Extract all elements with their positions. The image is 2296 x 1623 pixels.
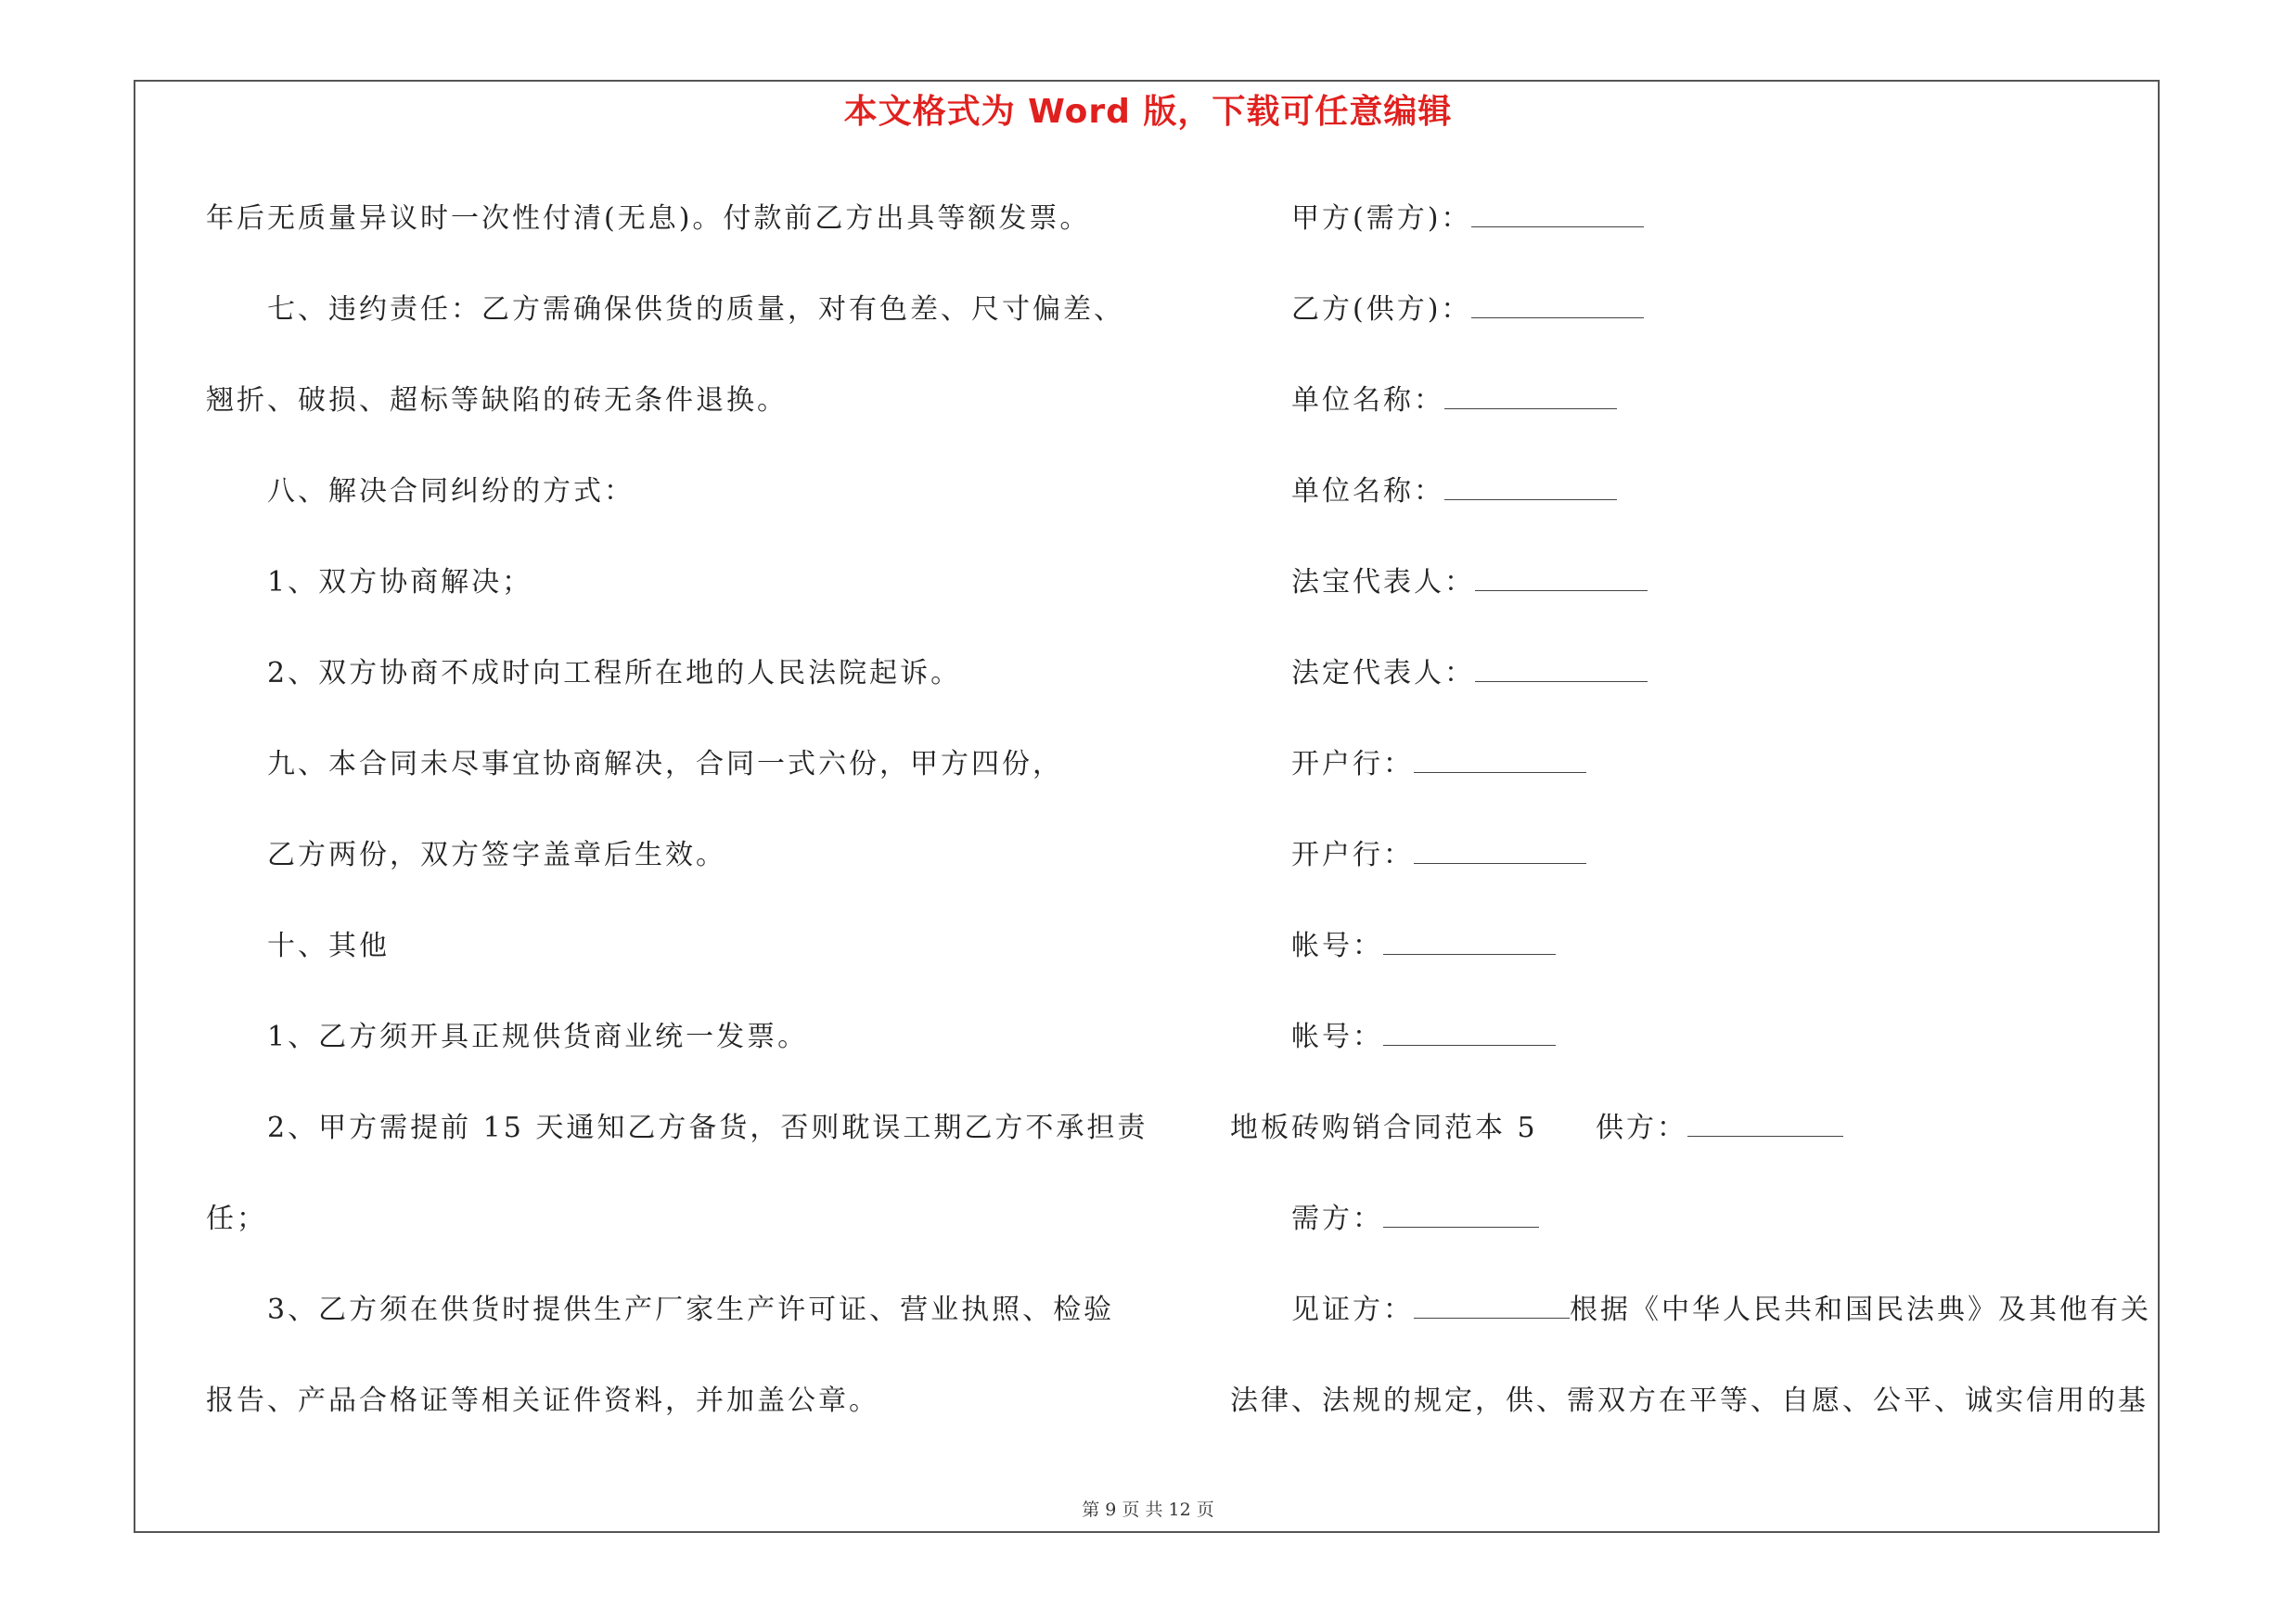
party-b-label: 乙方(供方)：	[1291, 293, 1472, 326]
legal-rep-label-2: 法定代表人：	[1291, 657, 1475, 689]
left-line-3: 八、解决合同纠纷的方式：	[267, 475, 635, 508]
unit-name-blank-1	[1444, 388, 1617, 409]
bank-label-1: 开户行：	[1291, 748, 1414, 780]
left-line-1: 七、违约责任：乙方需确保供货的质量，对有色差、尺寸偏差、	[267, 293, 1124, 326]
left-line-2: 翘折、破损、超标等缺陷的砖无条件退换。	[206, 384, 788, 417]
party-a-field	[1291, 195, 1644, 236]
bank-label-2: 开户行：	[1291, 839, 1414, 871]
witness-label: 见证方：	[1291, 1294, 1414, 1326]
party-a-blank	[1471, 206, 1644, 227]
account-field-2	[1291, 1013, 1556, 1054]
supplier-blank	[1687, 1115, 1843, 1137]
left-line-4: 1、双方协商解决；	[267, 566, 533, 599]
right-line-13: 法律、法规的规定，供、需双方在平等、自愿、公平、诚实信用的基	[1230, 1385, 2148, 1417]
left-line-13: 报告、产品合格证等相关证件资料，并加盖公章。	[206, 1385, 879, 1417]
account-blank-1	[1383, 934, 1556, 955]
left-line-6: 九、本合同未尽事宜协商解决，合同一式六份，甲方四份，	[267, 748, 1063, 780]
buyer-blank	[1383, 1206, 1539, 1228]
contract-title: 地板砖购销合同范本 5	[1230, 1112, 1538, 1144]
unit-name-label-1: 单位名称：	[1291, 384, 1444, 417]
unit-name-field-2	[1291, 468, 1617, 509]
left-line-0: 年后无质量异议时一次性付清(无息)。付款前乙方出具等额发票。	[206, 202, 1091, 235]
supplier-label: 供方：	[1596, 1112, 1687, 1144]
left-line-9: 1、乙方须开具正规供货商业统一发票。	[267, 1021, 809, 1053]
unit-name-label-2: 单位名称：	[1291, 475, 1444, 508]
left-line-11: 任；	[206, 1203, 267, 1235]
supplier-field	[1596, 1104, 1843, 1145]
left-line-12: 3、乙方须在供货时提供生产厂家生产许可证、营业执照、检验	[267, 1294, 1115, 1326]
format-banner: 本文格式为 Word 版，下载可任意编辑	[843, 93, 1453, 131]
left-line-5: 2、双方协商不成时向工程所在地的人民法院起诉。	[267, 657, 962, 689]
account-label-2: 帐号：	[1291, 1021, 1383, 1053]
bank-field-2	[1291, 831, 1586, 872]
account-field-1	[1291, 922, 1556, 963]
unit-name-field-1	[1291, 377, 1617, 418]
bank-field-1	[1291, 741, 1586, 781]
witness-blank	[1414, 1297, 1570, 1319]
bank-blank-1	[1414, 752, 1586, 773]
party-a-label: 甲方(需方)：	[1291, 202, 1472, 235]
legal-rep-blank-1	[1475, 570, 1648, 591]
left-line-8: 十、其他	[267, 930, 390, 962]
buyer-label: 需方：	[1291, 1203, 1383, 1235]
witness-text: 根据《中华人民共和国民法典》及其他有关	[1570, 1294, 2151, 1326]
party-b-blank	[1471, 297, 1644, 318]
account-blank-2	[1383, 1024, 1556, 1046]
left-line-10: 2、甲方需提前 15 天通知乙方备货，否则耽误工期乙方不承担责	[267, 1112, 1148, 1144]
contract-title-line	[1230, 1104, 1538, 1145]
party-b-field	[1291, 286, 1644, 327]
left-line-7: 乙方两份，双方签字盖章后生效。	[267, 839, 726, 871]
legal-rep-field-2	[1291, 650, 1648, 690]
legal-rep-label-1: 法宝代表人：	[1291, 566, 1475, 599]
bank-blank-2	[1414, 843, 1586, 864]
legal-rep-field-1	[1291, 559, 1648, 599]
witness-field	[1291, 1286, 2151, 1327]
account-label-1: 帐号：	[1291, 930, 1383, 962]
page-number: 第 9 页 共 12 页	[1082, 1500, 1214, 1520]
legal-rep-blank-2	[1475, 661, 1648, 682]
unit-name-blank-2	[1444, 479, 1617, 500]
buyer-field	[1291, 1195, 1539, 1236]
